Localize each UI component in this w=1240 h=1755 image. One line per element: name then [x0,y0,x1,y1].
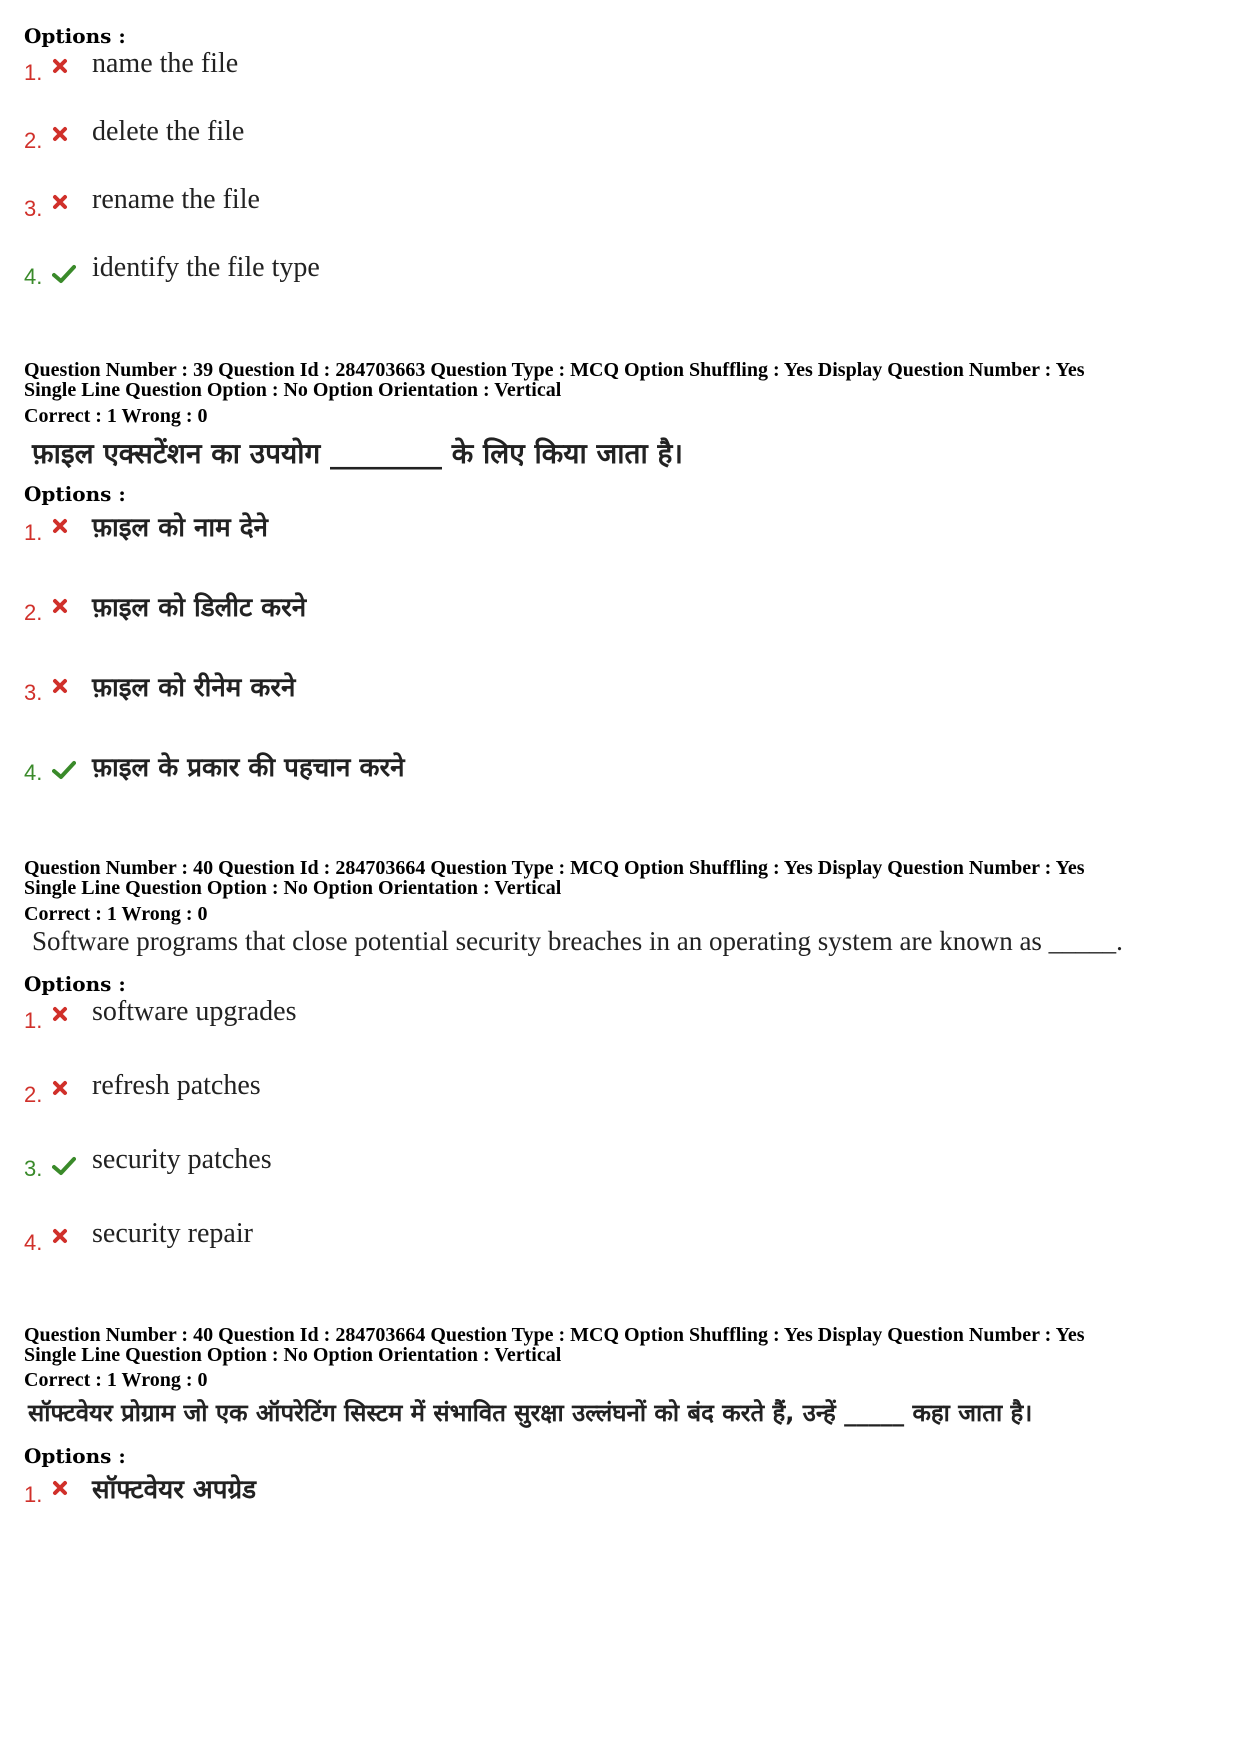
cross-icon [52,126,68,147]
option-text: refresh patches [92,1070,261,1101]
options-label: Options : [24,972,126,996]
options-label: Options : [24,24,126,48]
cross-icon [52,518,68,539]
option-text: delete the file [92,116,245,147]
option-text: सॉफ्टवेयर अपग्रेड [92,1475,257,1505]
question-meta: Question Number : 40 Question Id : 284703664 Question Type : MCQ Option Shuffling : Yes Display Question Number : Yes [24,857,1085,879]
cross-icon [52,678,68,699]
option-number: 4. [24,1230,43,1255]
option-text: identify the file type [92,252,320,283]
question-text: सॉफ्टवेयर प्रोग्राम जो एक ऑपरेटिंग सिस्टम में संभावित सुरक्षा उल्लंघनों को बंद करते हैं, उन्हें _____ कहा जाता है। [28,1399,1033,1427]
option-number: 1. [24,520,43,545]
option-text: software upgrades [92,996,297,1027]
option-text: फ़ाइल को नाम देने [92,513,268,543]
option-number: 1. [24,1482,43,1507]
question-marks: Correct : 1 Wrong : 0 [24,405,208,427]
question-text: फ़ाइल एक्सटेंशन का उपयोग ________ के लिए किया जाता है। [32,437,683,470]
question-text: Software programs that close potential security breaches in an operating system are known as _____. [32,926,1123,956]
question-marks: Correct : 1 Wrong : 0 [24,1369,208,1391]
option-number: 3. [24,1156,43,1181]
cross-icon [52,1006,68,1027]
options-label: Options : [24,482,126,506]
option-text: फ़ाइल को रीनेम करने [92,673,296,703]
check-icon [52,264,76,289]
question-meta: Question Number : 40 Question Id : 284703664 Question Type : MCQ Option Shuffling : Yes Display Question Number : Yes [24,1324,1085,1346]
cross-icon [52,598,68,619]
question-settings: Single Line Question Option : No Option Orientation : Vertical [24,877,562,899]
option-text: rename the file [92,184,260,215]
question-settings: Single Line Question Option : No Option Orientation : Vertical [24,379,562,401]
cross-icon [52,1080,68,1101]
check-icon [52,760,76,785]
cross-icon [52,1228,68,1249]
cross-icon [52,194,68,215]
options-label: Options : [24,1444,126,1468]
option-number: 1. [24,60,43,85]
option-text: name the file [92,48,239,79]
question-meta: Question Number : 39 Question Id : 284703663 Question Type : MCQ Option Shuffling : Yes Display Question Number : Yes [24,359,1085,381]
option-text: security patches [92,1144,272,1175]
option-number: 3. [24,680,43,705]
option-number: 3. [24,196,43,221]
option-number: 2. [24,128,43,153]
question-marks: Correct : 1 Wrong : 0 [24,903,208,925]
cross-icon [52,58,68,79]
option-number: 2. [24,1082,43,1107]
question-settings: Single Line Question Option : No Option Orientation : Vertical [24,1344,562,1366]
option-number: 2. [24,600,43,625]
option-number: 4. [24,760,43,785]
option-text: फ़ाइल के प्रकार की पहचान करने [92,753,405,783]
check-icon [52,1156,76,1181]
option-number: 4. [24,264,43,289]
option-text: फ़ाइल को डिलीट करने [92,593,307,623]
option-number: 1. [24,1008,43,1033]
cross-icon [52,1480,68,1501]
option-text: security repair [92,1218,253,1249]
